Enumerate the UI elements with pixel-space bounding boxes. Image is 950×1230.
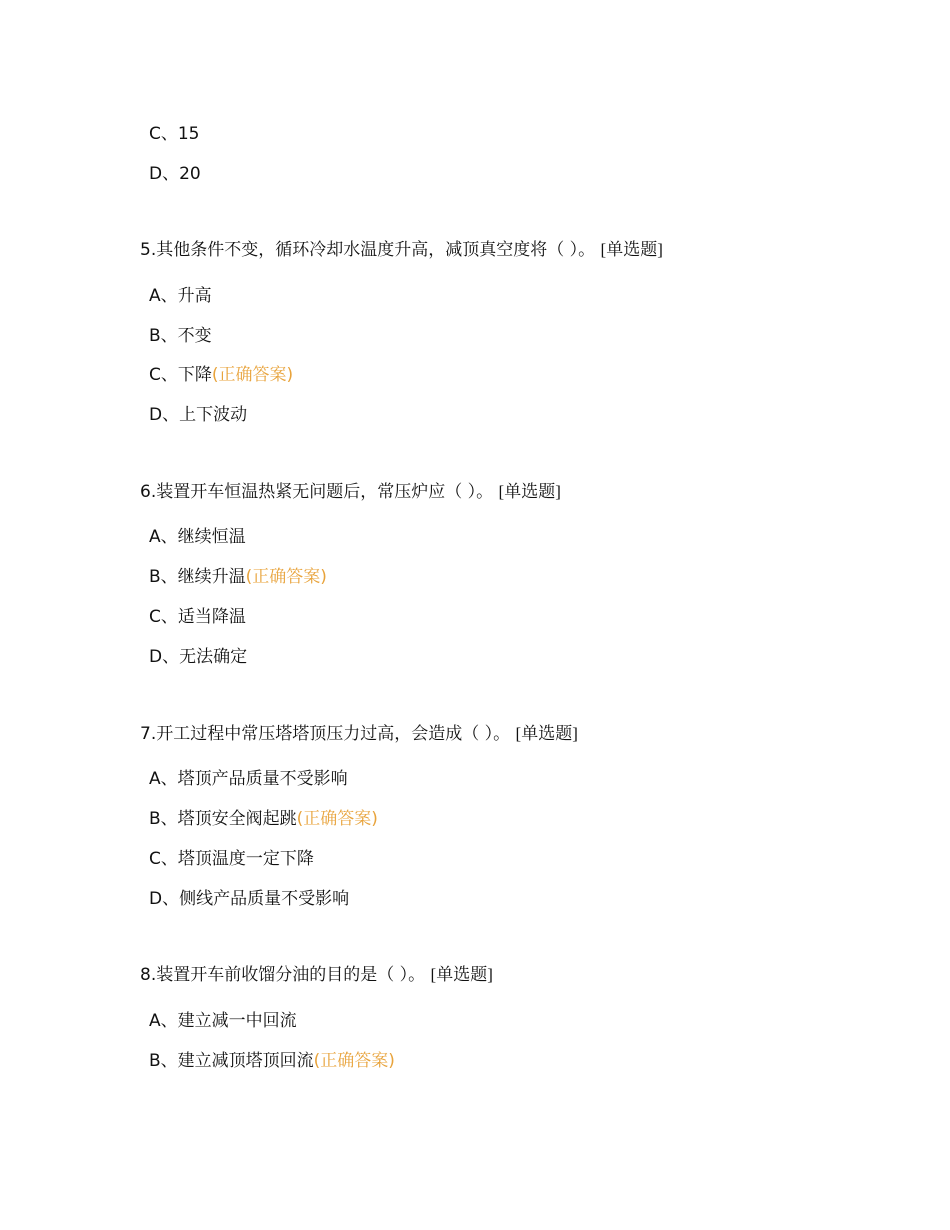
option-label: A、建立减一中回流 <box>149 1011 297 1031</box>
question-type-tag: [单选题] <box>430 965 493 984</box>
option-label: B、继续升温 <box>149 567 246 587</box>
question-text: 6.装置开车恒温热紧无问题后，常压炉应（ ）。 <box>140 482 494 502</box>
q5-option-d <box>149 404 247 426</box>
q6-option-c <box>149 606 246 628</box>
option-label: C、塔顶温度一定下降 <box>149 849 314 869</box>
correct-answer-marker: (正确答案) <box>313 1051 395 1071</box>
option-label: A、升高 <box>149 286 212 306</box>
question-text: 7.开工过程中常压塔塔顶压力过高，会造成（ ）。 <box>140 724 511 744</box>
q6-option-b <box>149 566 327 588</box>
option-label: C、15 <box>149 124 200 144</box>
question-type-tag: [单选题] <box>498 482 561 501</box>
option-label: A、塔顶产品质量不受影响 <box>149 769 348 789</box>
question-6-stem <box>140 481 561 503</box>
option-label: C、适当降温 <box>149 607 246 627</box>
option-label: B、塔顶安全阀起跳 <box>149 809 297 829</box>
q5-option-b <box>149 325 212 347</box>
option-label: A、继续恒温 <box>149 527 246 547</box>
option-label: D、上下波动 <box>149 405 248 425</box>
question-8-stem <box>140 964 493 986</box>
question-7-stem <box>140 723 578 745</box>
q7-option-d <box>149 888 349 910</box>
option-label: B、不变 <box>149 326 212 346</box>
q8-option-a <box>149 1010 297 1032</box>
correct-answer-marker: (正确答案) <box>296 809 378 829</box>
q4-option-c <box>149 123 200 145</box>
option-label: D、20 <box>149 164 201 184</box>
q5-option-a <box>149 285 212 307</box>
q6-option-d <box>149 646 247 668</box>
correct-answer-marker: (正确答案) <box>211 365 294 385</box>
q7-option-c <box>149 848 314 870</box>
option-label: B、建立减顶塔顶回流 <box>149 1051 314 1071</box>
q7-option-a <box>149 768 348 790</box>
q4-option-d <box>149 163 201 185</box>
option-label: C、下降 <box>149 365 212 385</box>
question-type-tag: [单选题] <box>600 240 663 259</box>
q7-option-b <box>149 808 378 830</box>
question-5-stem <box>140 239 663 261</box>
question-text: 8.装置开车前收馏分油的目的是（ ）。 <box>140 965 426 985</box>
q6-option-a <box>149 526 246 548</box>
q5-option-c <box>149 364 293 386</box>
option-label: D、无法确定 <box>149 647 248 667</box>
question-text: 5.其他条件不变，循环冷却水温度升高，减顶真空度将（ ）。 <box>140 240 596 260</box>
q8-option-b <box>149 1050 395 1072</box>
correct-answer-marker: (正确答案) <box>245 567 327 587</box>
question-type-tag: [单选题] <box>515 724 578 743</box>
option-label: D、侧线产品质量不受影响 <box>149 889 350 909</box>
